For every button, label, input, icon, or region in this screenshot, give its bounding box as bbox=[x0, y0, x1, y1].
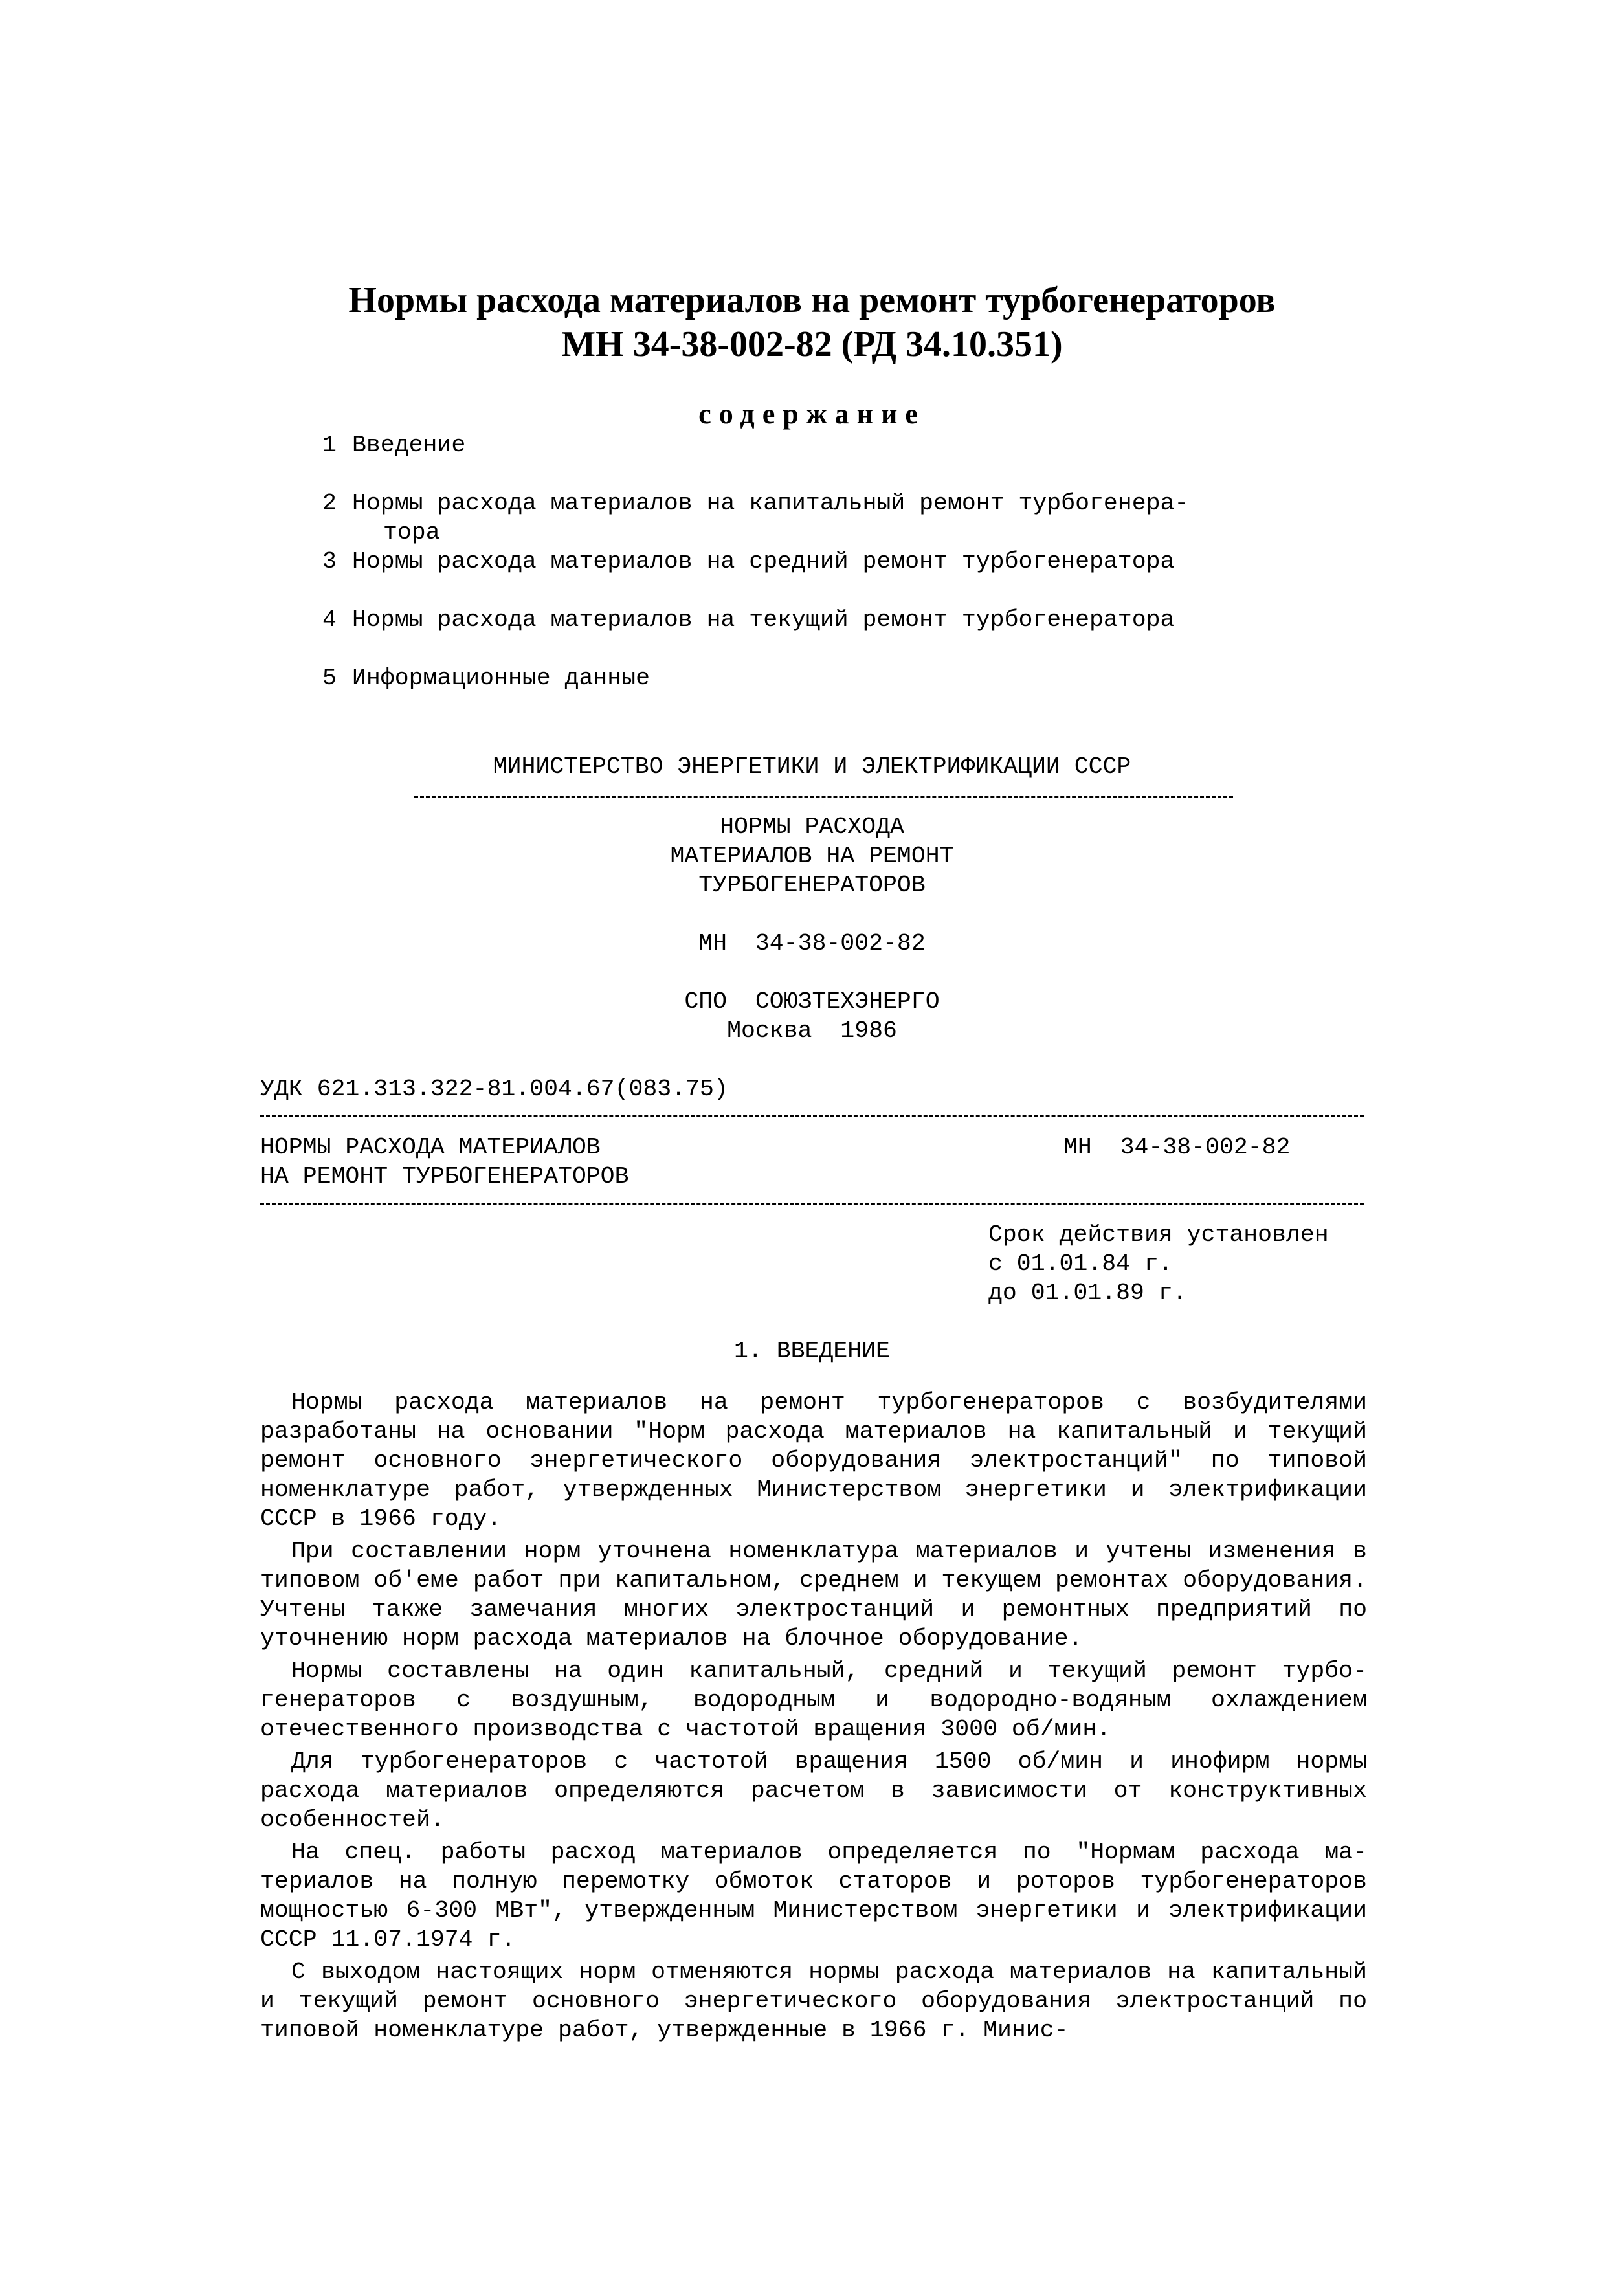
toc-item-2-number: 2 bbox=[322, 490, 337, 517]
toc-item-2-text: Нормы расхода материалов на капитальный ремонт турбогенера- bbox=[352, 490, 1189, 517]
cover-name-line-2: МАТЕРИАЛОВ НА РЕМОНТ bbox=[670, 843, 954, 869]
header-document-code: МН 34-38-002-82 bbox=[1063, 1134, 1291, 1161]
validity-line-1: Срок действия установлен bbox=[988, 1221, 1329, 1248]
introduction-body bbox=[260, 1388, 1367, 2048]
title-line-1: Нормы расхода материалов на ремонт турбогенераторов bbox=[348, 280, 1276, 320]
toc-item-5-text: Информационные данные bbox=[352, 665, 650, 691]
cover-name-line-3: ТУРБОГЕНЕРАТОРОВ bbox=[698, 872, 926, 898]
toc-item-1-text: Введение bbox=[352, 432, 466, 458]
intro-paragraph-1: Нормы расхода материалов на ремонт турбогенераторов с возбудителями разработаны на основании "Норм расхода материалов на капитальный и текущий ремонт основного энергетического оборудования электростанций" по типовой номенклатуре работ, утвержденных Министерством энергетики и электрификации СССР в 1966 году. bbox=[260, 1389, 1367, 1532]
cover-city-year: Москва 1986 bbox=[727, 1018, 897, 1044]
toc-item-3-number: 3 bbox=[322, 548, 337, 575]
toc-item-3-text: Нормы расхода материалов на средний ремонт турбогенератора bbox=[352, 548, 1175, 575]
header-title-line-2: НА РЕМОНТ ТУРБОГЕНЕРАТОРОВ bbox=[260, 1163, 629, 1190]
validity-line-2: с 01.01.84 г. bbox=[988, 1251, 1173, 1277]
udk-code: УДК 621.313.322-81.004.67(083.75) bbox=[260, 1076, 728, 1102]
cover-name-line-1: НОРМЫ РАСХОДА bbox=[720, 814, 904, 840]
ministry-divider bbox=[414, 796, 1233, 798]
validity-line-3: до 01.01.89 г. bbox=[988, 1280, 1187, 1306]
title-line-2: МН 34-38-002-82 (РД 34.10.351) bbox=[561, 324, 1063, 364]
cover-code: МН 34-38-002-82 bbox=[698, 930, 926, 957]
toc-item-4-number: 4 bbox=[322, 607, 337, 633]
document-title bbox=[0, 278, 1624, 366]
toc-heading: содержание bbox=[698, 398, 926, 430]
toc-item-1-number: 1 bbox=[322, 432, 337, 458]
toc-item-5-number: 5 bbox=[322, 665, 337, 691]
intro-paragraph-4: Для турбогенераторов с частотой вращения 1500 об/мин и инофирм нормы расхода материалов определяются расчетом в зависимости от конструктивных особенностей. bbox=[260, 1748, 1367, 1833]
header-top-divider bbox=[260, 1115, 1364, 1117]
header-bottom-divider bbox=[260, 1203, 1364, 1205]
toc-item-4-text: Нормы расхода материалов на текущий ремонт турбогенератора bbox=[352, 607, 1175, 633]
intro-paragraph-5: На спец. работы расход материалов определяется по "Нормам расхода материалов на полную перемотку обмоток статоров и роторов турбогенераторов мощностью 6-300 МВт", утвержденным Министерством энергетики и электрификации СССР 11.07.1974 г. bbox=[260, 1839, 1367, 1953]
ministry-name: МИНИСТЕРСТВО ЭНЕРГЕТИКИ И ЭЛЕКТРИФИКАЦИИ СССР bbox=[493, 753, 1131, 780]
intro-paragraph-2: При составлении норм уточнена номенклатура материалов и учтены изменения в типовом об'еме работ при капитальном, среднем и текущем ремонтах оборудования. Учтены также замечания многих электростанций и ремонтных предприятий по уточнению норм расхода материалов на блочное оборудование. bbox=[260, 1538, 1367, 1652]
section-heading: 1. ВВЕДЕНИЕ bbox=[734, 1338, 890, 1364]
cover-publisher: СПО СОЮЗТЕХЭНЕРГО bbox=[684, 988, 940, 1015]
header-title-line-1: НОРМЫ РАСХОДА МАТЕРИАЛОВ bbox=[260, 1134, 601, 1161]
toc-item-2-text-cont: тора bbox=[383, 519, 440, 546]
intro-paragraph-6: С выходом настоящих норм отменяются нормы расхода материалов на капитальный и текущий ремонт основного энергетического оборудования электростанций по типовой номенклатуре работ, утвержденные в 1966 г. Минис- bbox=[260, 1959, 1367, 2044]
intro-paragraph-3: Нормы составлены на один капитальный, средний и текущий ремонт турбогенераторов с воздушным, водородным и водородно-водяным охлаждением отечественного производства с частотой вращения 3000 об/мин. bbox=[260, 1658, 1367, 1743]
